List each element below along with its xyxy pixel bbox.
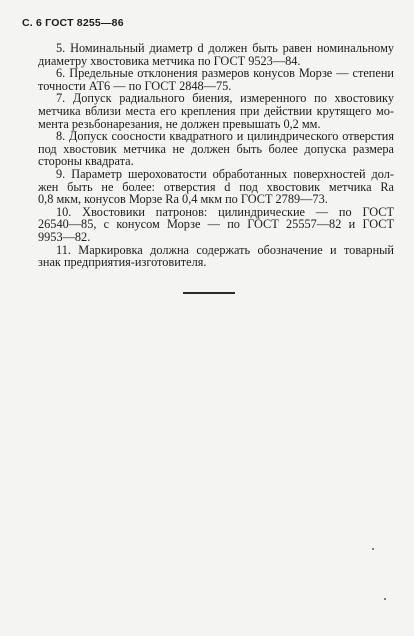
text-line: диаметру хвостовика метчика по ГОСТ 9523—84.: [38, 53, 301, 68]
text-line: мента резьбонарезания, не должен превышать 0,2 мм.: [38, 116, 321, 131]
text-line: метчика вблизи места его крепления при действии крутящего мо-: [38, 103, 394, 118]
text-line: 10. Хвостовики патронов: цилиндрические — по ГОСТ: [56, 204, 394, 219]
paragraph-11: [38, 244, 394, 269]
text-line: знак предприятия-изготовителя.: [38, 255, 207, 270]
text-line: 5. Номинальный диаметр d должен быть равен номинальному: [56, 41, 394, 55]
text-line: 6. Предельные отклонения размеров конусов Морзе — степени: [56, 66, 394, 81]
text-line: под хвостовик метчика не должен быть более допуска размера: [38, 141, 394, 156]
document-body: [38, 42, 394, 269]
text-line: 9953—82.: [38, 229, 91, 244]
paragraph-7: [38, 92, 394, 130]
paragraph-9: [38, 168, 394, 206]
text-line: 8. Допуск соосности квадратного и цилиндрического отверстия: [56, 129, 394, 144]
text-line: точности АТ6 — по ГОСТ 2848—75.: [38, 78, 232, 93]
paragraph-6: [38, 67, 394, 92]
text-line: стороны квадрата.: [38, 154, 134, 169]
text-line: 9. Параметр шероховатости обработанных поверхностей дол-: [56, 166, 394, 181]
scan-speck: [372, 548, 374, 550]
text-line: 11. Маркировка должна содержать обозначение и товарный: [56, 242, 394, 257]
paragraph-8: [38, 130, 394, 168]
section-divider: [183, 292, 235, 294]
text-line: жен быть не более: отверстия d под хвостовик метчика Ra: [38, 179, 394, 194]
text-line: 7. Допуск радиального биения, измеренного по хвостовику: [56, 91, 394, 106]
page-header: С. 6 ГОСТ 8255—86: [22, 17, 124, 29]
text-line: 0,8 мкм, конусов Морзе Ra 0,4 мкм по ГОСТ 2789—73.: [38, 192, 328, 207]
text-line: 26540—85, с конусом Морзе — по ГОСТ 25557—82 и ГОСТ: [38, 217, 394, 232]
paragraph-10: [38, 206, 394, 244]
scan-speck: [384, 598, 386, 600]
paragraph-5: [38, 42, 394, 67]
